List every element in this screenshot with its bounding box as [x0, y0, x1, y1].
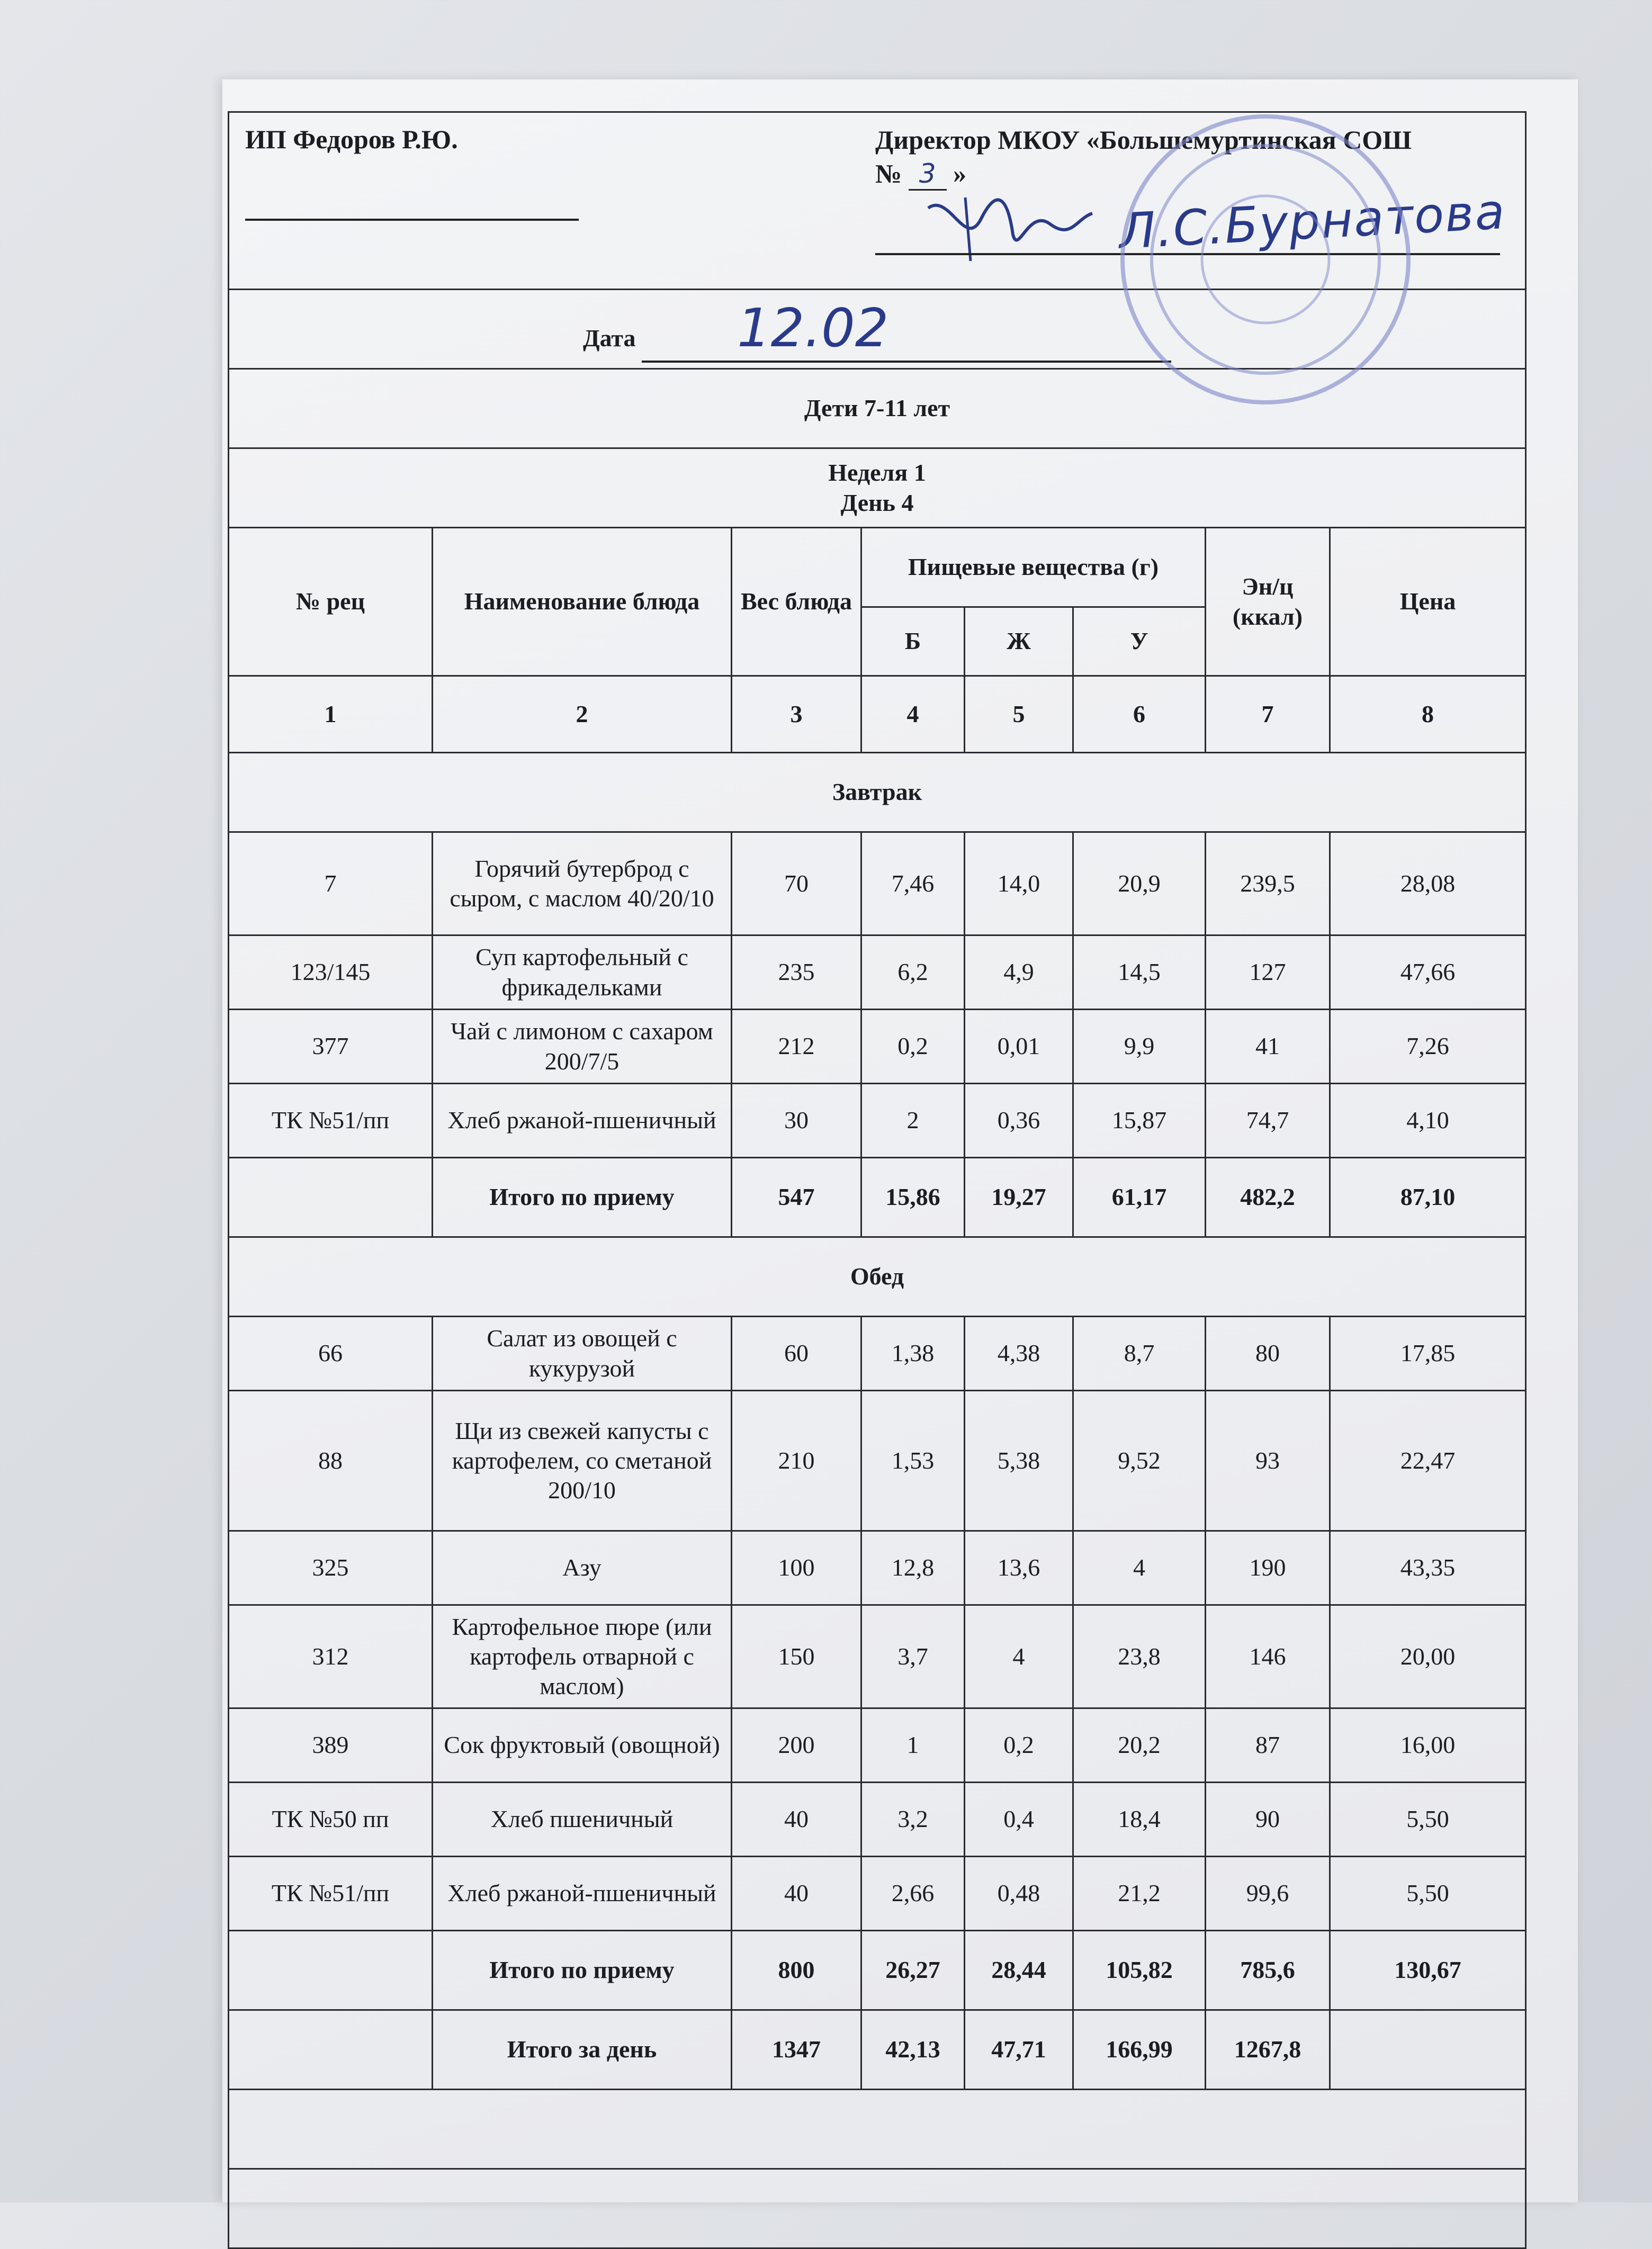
column-header-row — [229, 528, 1526, 607]
carbs-value: 8,7 — [1073, 1317, 1206, 1391]
empty-row — [229, 2090, 1526, 2169]
energy-value: 146 — [1206, 1605, 1330, 1708]
rec-no: ТК №51/пп — [229, 1857, 433, 1931]
school-number — [875, 158, 966, 190]
fat-value: 4 — [965, 1605, 1073, 1708]
carbs-value: 18,4 — [1073, 1783, 1206, 1857]
protein-value: 6,2 — [861, 935, 965, 1010]
col-number: 3 — [732, 676, 861, 753]
carbs-value: 15,87 — [1073, 1084, 1206, 1158]
dish-name: Сок фруктовый (овощной) — [433, 1708, 732, 1783]
price-value: 16,00 — [1330, 1708, 1526, 1783]
day-label: День 4 — [840, 489, 914, 516]
empty-row — [229, 2169, 1526, 2248]
protein-value: 12,8 — [861, 1531, 965, 1605]
rec-no: 66 — [229, 1317, 433, 1391]
date-value: 12.02 — [642, 296, 1171, 363]
fat-value: 0,4 — [965, 1783, 1073, 1857]
energy-value: 87 — [1206, 1708, 1330, 1783]
protein-value: 1,38 — [861, 1317, 965, 1391]
dish-name: Хлеб пшеничный — [433, 1783, 732, 1857]
price-value: 43,35 — [1330, 1531, 1526, 1605]
day-total-row — [229, 2010, 1526, 2090]
carbs-value: 9,52 — [1073, 1391, 1206, 1531]
carbs-value: 23,8 — [1073, 1605, 1206, 1708]
col-number: 5 — [965, 676, 1073, 753]
protein-value: 2 — [861, 1084, 965, 1158]
carbs-value: 20,2 — [1073, 1708, 1206, 1783]
protein-value: 0,2 — [861, 1010, 965, 1084]
empty-cell — [229, 2090, 1526, 2169]
day-total-weight: 1347 — [732, 2010, 861, 2090]
table-row — [229, 1783, 1526, 1857]
price-value: 5,50 — [1330, 1857, 1526, 1931]
price-value: 47,66 — [1330, 935, 1526, 1010]
week-day-row — [229, 448, 1526, 528]
fat-value: 5,38 — [965, 1391, 1073, 1531]
protein-value: 3,2 — [861, 1783, 965, 1857]
col-rec-no: № рец — [229, 528, 433, 676]
total-energy: 482,2 — [1206, 1158, 1330, 1237]
total-price: 130,67 — [1330, 1931, 1526, 2010]
dish-name: Чай с лимоном с сахаром 200/7/5 — [433, 1010, 732, 1084]
energy-value: 190 — [1206, 1531, 1330, 1605]
column-number-row — [229, 676, 1526, 753]
total-protein: 15,86 — [861, 1158, 965, 1237]
dish-weight: 30 — [732, 1084, 861, 1158]
dish-name: Азу — [433, 1531, 732, 1605]
fat-value: 0,48 — [965, 1857, 1073, 1931]
rec-no: 312 — [229, 1605, 433, 1708]
col-weight: Вес блюда — [732, 528, 861, 676]
director-signature-name: Л.С.Бурнатова — [1117, 183, 1507, 260]
rec-no: ТК №50 пп — [229, 1783, 433, 1857]
col-dish-name: Наименование блюда — [433, 528, 732, 676]
protein-value: 2,66 — [861, 1857, 965, 1931]
total-energy: 785,6 — [1206, 1931, 1330, 2010]
day-total-energy: 1267,8 — [1206, 2010, 1330, 2090]
price-value: 20,00 — [1330, 1605, 1526, 1708]
col-number: 4 — [861, 676, 965, 753]
total-fat: 19,27 — [965, 1158, 1073, 1237]
lunch-section-row — [229, 1237, 1526, 1317]
week-label: Неделя 1 — [828, 459, 926, 487]
total-label: Итого по приему — [433, 1931, 732, 2010]
total-carbs: 105,82 — [1073, 1931, 1206, 2010]
empty-cell — [229, 2010, 433, 2090]
empty-cell — [229, 2169, 1526, 2248]
day-total-price — [1330, 2010, 1526, 2090]
fat-value: 14,0 — [965, 832, 1073, 935]
table-row — [229, 1605, 1526, 1708]
dish-weight: 150 — [732, 1605, 861, 1708]
total-price: 87,10 — [1330, 1158, 1526, 1237]
energy-value: 127 — [1206, 935, 1330, 1010]
dish-weight: 70 — [732, 832, 861, 935]
school-number-suffix: » — [953, 159, 967, 188]
dish-name: Горячий бутерброд с сыром, с маслом 40/20/10 — [433, 832, 732, 935]
rec-no: 377 — [229, 1010, 433, 1084]
dish-weight: 235 — [732, 935, 861, 1010]
protein-value: 3,7 — [861, 1605, 965, 1708]
col-carbs: У — [1073, 607, 1206, 676]
price-value: 4,10 — [1330, 1084, 1526, 1158]
energy-value: 80 — [1206, 1317, 1330, 1391]
total-fat: 28,44 — [965, 1931, 1073, 2010]
total-weight: 800 — [732, 1931, 861, 2010]
col-number: 6 — [1073, 676, 1206, 753]
table-row — [229, 832, 1526, 935]
rec-no: 123/145 — [229, 935, 433, 1010]
lunch-total-row — [229, 1931, 1526, 2010]
dish-name: Суп картофельный с фрикадельками — [433, 935, 732, 1010]
carbs-value: 20,9 — [1073, 832, 1206, 935]
fat-value: 4,38 — [965, 1317, 1073, 1391]
table-row — [229, 1531, 1526, 1605]
supplier-name: ИП Федоров Р.Ю. — [245, 124, 458, 154]
col-number: 2 — [433, 676, 732, 753]
table-row — [229, 1857, 1526, 1931]
total-protein: 26,27 — [861, 1931, 965, 2010]
day-total-label: Итого за день — [433, 2010, 732, 2090]
table-row — [229, 1317, 1526, 1391]
dish-weight: 40 — [732, 1857, 861, 1931]
price-value: 22,47 — [1330, 1391, 1526, 1531]
rec-no: ТК №51/пп — [229, 1084, 433, 1158]
price-value: 28,08 — [1330, 832, 1526, 935]
breakfast-title: Завтрак — [229, 753, 1526, 832]
col-nutrients: Пищевые вещества (г) — [861, 528, 1206, 607]
table-row — [229, 1010, 1526, 1084]
age-group: Дети 7-11 лет — [229, 369, 1526, 448]
dish-name: Картофельное пюре (или картофель отварной с маслом) — [433, 1605, 732, 1708]
dish-weight: 40 — [732, 1783, 861, 1857]
day-total-carbs: 166,99 — [1073, 2010, 1206, 2090]
fat-value: 13,6 — [965, 1531, 1073, 1605]
fat-value: 4,9 — [965, 935, 1073, 1010]
protein-value: 1,53 — [861, 1391, 965, 1531]
energy-value: 74,7 — [1206, 1084, 1330, 1158]
energy-value: 99,6 — [1206, 1857, 1330, 1931]
rec-no: 389 — [229, 1708, 433, 1783]
school-number-value: 3 — [909, 158, 947, 191]
col-fat: Ж — [965, 607, 1073, 676]
round-stamp-icon — [1112, 106, 1419, 413]
empty-cell — [229, 1931, 433, 2010]
date-label: Дата — [582, 324, 636, 352]
col-energy: Эн/ц (ккал) — [1206, 528, 1330, 676]
empty-cell — [229, 1158, 433, 1237]
total-label: Итого по приему — [433, 1158, 732, 1237]
rec-no: 88 — [229, 1391, 433, 1531]
breakfast-total-row — [229, 1158, 1526, 1237]
supplier-signature-line — [245, 219, 579, 221]
menu-table — [228, 111, 1527, 2249]
table-row — [229, 1391, 1526, 1531]
table-row — [229, 1708, 1526, 1783]
lunch-title: Обед — [229, 1237, 1526, 1317]
protein-value: 1 — [861, 1708, 965, 1783]
energy-value: 93 — [1206, 1391, 1330, 1531]
director-title: Директор МКОУ «Большемуртинская СОШ — [875, 125, 1412, 155]
price-value: 5,50 — [1330, 1783, 1526, 1857]
col-price: Цена — [1330, 528, 1526, 676]
dish-weight: 60 — [732, 1317, 861, 1391]
day-total-fat: 47,71 — [965, 2010, 1073, 2090]
energy-value: 41 — [1206, 1010, 1330, 1084]
dish-name: Хлеб ржаной-пшеничный — [433, 1084, 732, 1158]
carbs-value: 21,2 — [1073, 1857, 1206, 1931]
fat-value: 0,2 — [965, 1708, 1073, 1783]
breakfast-section-row — [229, 753, 1526, 832]
rec-no: 7 — [229, 832, 433, 935]
fat-value: 0,36 — [965, 1084, 1073, 1158]
total-weight: 547 — [732, 1158, 861, 1237]
carbs-value: 14,5 — [1073, 935, 1206, 1010]
col-number: 7 — [1206, 676, 1330, 753]
rec-no: 325 — [229, 1531, 433, 1605]
dish-weight: 210 — [732, 1391, 861, 1531]
carbs-value: 4 — [1073, 1531, 1206, 1605]
day-total-protein: 42,13 — [861, 2010, 965, 2090]
dish-name: Хлеб ржаной-пшеничный — [433, 1857, 732, 1931]
school-number-label: № — [875, 159, 902, 188]
table-row — [229, 1084, 1526, 1158]
price-value: 7,26 — [1330, 1010, 1526, 1084]
price-value: 17,85 — [1330, 1317, 1526, 1391]
dish-weight: 200 — [732, 1708, 861, 1783]
total-carbs: 61,17 — [1073, 1158, 1206, 1237]
dish-weight: 212 — [732, 1010, 861, 1084]
energy-value: 239,5 — [1206, 832, 1330, 935]
table-row — [229, 935, 1526, 1010]
fat-value: 0,01 — [965, 1010, 1073, 1084]
dish-weight: 100 — [732, 1531, 861, 1605]
col-number: 8 — [1330, 676, 1526, 753]
dish-name: Салат из овощей с кукурузой — [433, 1317, 732, 1391]
dish-name: Щи из свежей капусты с картофелем, со сметаной 200/10 — [433, 1391, 732, 1531]
protein-value: 7,46 — [861, 832, 965, 935]
week-day-cell — [229, 448, 1526, 528]
energy-value: 90 — [1206, 1783, 1330, 1857]
col-number: 1 — [229, 676, 433, 753]
carbs-value: 9,9 — [1073, 1010, 1206, 1084]
col-protein: Б — [861, 607, 965, 676]
